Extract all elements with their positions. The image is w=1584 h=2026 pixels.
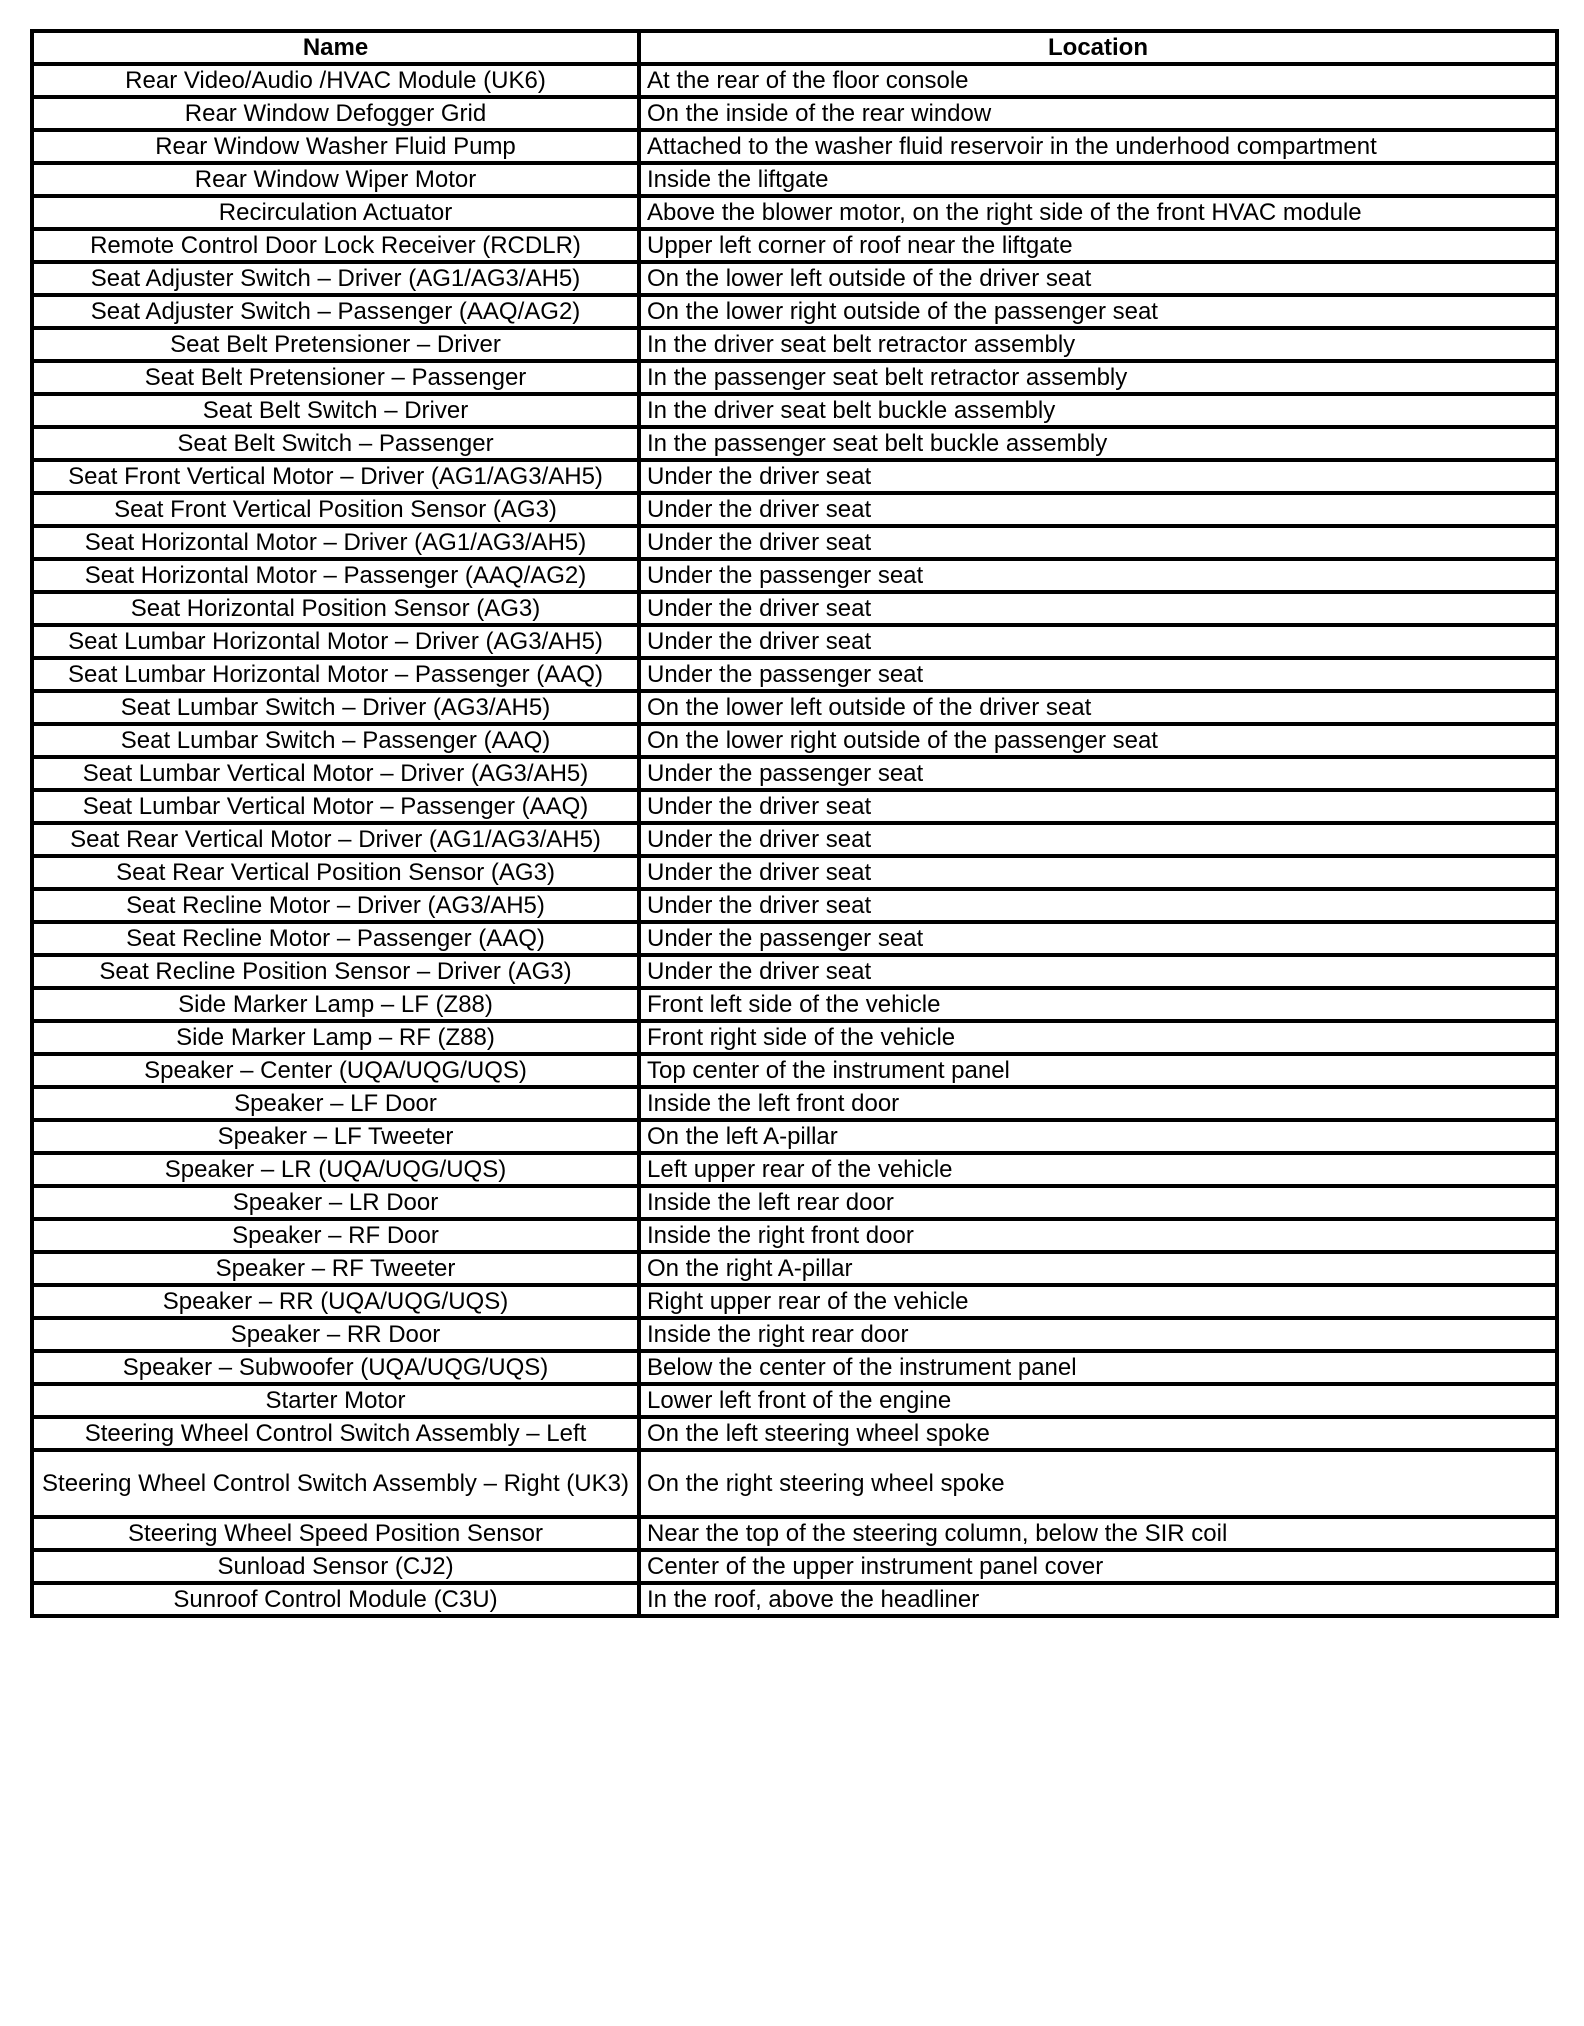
table-row	[32, 625, 1557, 658]
table-row	[32, 1550, 1557, 1583]
component-name-cell: Seat Front Vertical Position Sensor (AG3)	[32, 493, 639, 526]
component-location-cell: On the left A-pillar	[639, 1120, 1557, 1153]
component-name-cell: Rear Window Washer Fluid Pump	[32, 130, 639, 163]
component-name-cell: Seat Lumbar Switch – Driver (AG3/AH5)	[32, 691, 639, 724]
table-row	[32, 97, 1557, 130]
component-location-cell: Inside the left rear door	[639, 1186, 1557, 1219]
component-location-cell: Under the passenger seat	[639, 757, 1557, 790]
component-name-cell: Speaker – LF Tweeter	[32, 1120, 639, 1153]
component-name-cell: Rear Window Wiper Motor	[32, 163, 639, 196]
component-name-cell: Speaker – LF Door	[32, 1087, 639, 1120]
component-name-cell: Seat Horizontal Position Sensor (AG3)	[32, 592, 639, 625]
table-row	[32, 394, 1557, 427]
component-name-cell: Speaker – RF Door	[32, 1219, 639, 1252]
component-name-cell: Sunload Sensor (CJ2)	[32, 1550, 639, 1583]
component-name-cell: Seat Horizontal Motor – Passenger (AAQ/AG2)	[32, 559, 639, 592]
table-row	[32, 130, 1557, 163]
table-row	[32, 460, 1557, 493]
component-location-cell: Under the driver seat	[639, 889, 1557, 922]
table-row	[32, 658, 1557, 691]
table-row	[32, 823, 1557, 856]
component-name-cell: Seat Lumbar Vertical Motor – Passenger (AAQ)	[32, 790, 639, 823]
table-row	[32, 427, 1557, 460]
table-row	[32, 1285, 1557, 1318]
component-name-cell: Seat Lumbar Switch – Passenger (AAQ)	[32, 724, 639, 757]
component-location-cell: Inside the liftgate	[639, 163, 1557, 196]
table-row	[32, 262, 1557, 295]
component-name-cell: Steering Wheel Control Switch Assembly – Left	[32, 1417, 639, 1450]
table-row	[32, 856, 1557, 889]
component-name-cell: Seat Rear Vertical Motor – Driver (AG1/AG3/AH5)	[32, 823, 639, 856]
table-row	[32, 163, 1557, 196]
component-location-cell: Attached to the washer fluid reservoir in the underhood compartment	[639, 130, 1557, 163]
component-location-cell: On the right steering wheel spoke	[639, 1450, 1557, 1517]
component-location-cell: Left upper rear of the vehicle	[639, 1153, 1557, 1186]
table-row	[32, 1384, 1557, 1417]
table-row	[32, 790, 1557, 823]
component-name-cell: Side Marker Lamp – LF (Z88)	[32, 988, 639, 1021]
component-location-cell: On the lower left outside of the driver seat	[639, 262, 1557, 295]
table-row	[32, 559, 1557, 592]
column-header-name: Name	[32, 31, 639, 64]
table-body	[32, 64, 1557, 1616]
component-location-cell: On the lower right outside of the passenger seat	[639, 724, 1557, 757]
component-name-cell: Seat Lumbar Vertical Motor – Driver (AG3/AH5)	[32, 757, 639, 790]
column-header-location: Location	[639, 31, 1557, 64]
component-name-cell: Speaker – RR (UQA/UQG/UQS)	[32, 1285, 639, 1318]
table-row	[32, 757, 1557, 790]
component-location-cell: Upper left corner of roof near the liftgate	[639, 229, 1557, 262]
component-location-cell: Under the driver seat	[639, 955, 1557, 988]
component-name-cell: Sunroof Control Module (C3U)	[32, 1583, 639, 1616]
component-name-cell: Seat Adjuster Switch – Driver (AG1/AG3/AH5)	[32, 262, 639, 295]
table-row	[32, 1219, 1557, 1252]
component-location-cell: Under the driver seat	[639, 856, 1557, 889]
table-row	[32, 328, 1557, 361]
component-name-cell: Starter Motor	[32, 1384, 639, 1417]
table-row	[32, 493, 1557, 526]
component-location-cell: Lower left front of the engine	[639, 1384, 1557, 1417]
component-name-cell: Seat Front Vertical Motor – Driver (AG1/AG3/AH5)	[32, 460, 639, 493]
component-location-cell: Front left side of the vehicle	[639, 988, 1557, 1021]
component-location-cell: Under the driver seat	[639, 526, 1557, 559]
component-location-cell: Under the driver seat	[639, 625, 1557, 658]
table-row	[32, 526, 1557, 559]
table-row	[32, 196, 1557, 229]
table-header	[32, 31, 1557, 64]
component-name-cell: Rear Window Defogger Grid	[32, 97, 639, 130]
component-location-cell: Inside the right front door	[639, 1219, 1557, 1252]
table-row	[32, 229, 1557, 262]
component-location-cell: Above the blower motor, on the right side of the front HVAC module	[639, 196, 1557, 229]
table-row	[32, 1120, 1557, 1153]
component-location-cell: On the left steering wheel spoke	[639, 1417, 1557, 1450]
component-location-cell: Inside the left front door	[639, 1087, 1557, 1120]
table-row	[32, 1186, 1557, 1219]
table-row	[32, 1417, 1557, 1450]
component-location-cell: Under the passenger seat	[639, 559, 1557, 592]
component-location-cell: In the passenger seat belt buckle assembly	[639, 427, 1557, 460]
component-name-cell: Seat Belt Pretensioner – Passenger	[32, 361, 639, 394]
component-location-cell: On the right A-pillar	[639, 1252, 1557, 1285]
table-row	[32, 361, 1557, 394]
table-row	[32, 955, 1557, 988]
table-row	[32, 1252, 1557, 1285]
component-name-cell: Speaker – Center (UQA/UQG/UQS)	[32, 1054, 639, 1087]
component-name-cell: Rear Video/Audio /HVAC Module (UK6)	[32, 64, 639, 97]
component-location-cell: Below the center of the instrument panel	[639, 1351, 1557, 1384]
table-row	[32, 988, 1557, 1021]
component-location-cell: Under the driver seat	[639, 790, 1557, 823]
component-name-cell: Side Marker Lamp – RF (Z88)	[32, 1021, 639, 1054]
table-row	[32, 1583, 1557, 1616]
component-location-cell: Under the passenger seat	[639, 658, 1557, 691]
component-location-cell: Front right side of the vehicle	[639, 1021, 1557, 1054]
component-location-cell: In the roof, above the headliner	[639, 1583, 1557, 1616]
table-row	[32, 1517, 1557, 1550]
component-name-cell: Seat Recline Motor – Driver (AG3/AH5)	[32, 889, 639, 922]
component-name-cell: Speaker – LR Door	[32, 1186, 639, 1219]
table-row	[32, 64, 1557, 97]
component-location-cell: In the passenger seat belt retractor assembly	[639, 361, 1557, 394]
component-location-cell: Top center of the instrument panel	[639, 1054, 1557, 1087]
table-row	[32, 1153, 1557, 1186]
table-row	[32, 889, 1557, 922]
component-name-cell: Steering Wheel Control Switch Assembly – Right (UK3)	[32, 1450, 639, 1517]
component-name-cell: Recirculation Actuator	[32, 196, 639, 229]
component-name-cell: Seat Belt Switch – Passenger	[32, 427, 639, 460]
table-row	[32, 1021, 1557, 1054]
component-location-cell: On the lower left outside of the driver seat	[639, 691, 1557, 724]
component-name-cell: Seat Belt Pretensioner – Driver	[32, 328, 639, 361]
component-location-cell: Inside the right rear door	[639, 1318, 1557, 1351]
table-row	[32, 295, 1557, 328]
component-name-cell: Seat Recline Motor – Passenger (AAQ)	[32, 922, 639, 955]
component-name-cell: Steering Wheel Speed Position Sensor	[32, 1517, 639, 1550]
component-name-cell: Seat Recline Position Sensor – Driver (AG3)	[32, 955, 639, 988]
component-name-cell: Seat Adjuster Switch – Passenger (AAQ/AG2)	[32, 295, 639, 328]
table-row	[32, 691, 1557, 724]
component-name-cell: Seat Lumbar Horizontal Motor – Driver (AG3/AH5)	[32, 625, 639, 658]
component-name-cell: Seat Rear Vertical Position Sensor (AG3)	[32, 856, 639, 889]
component-name-cell: Speaker – LR (UQA/UQG/UQS)	[32, 1153, 639, 1186]
component-location-cell: On the inside of the rear window	[639, 97, 1557, 130]
header-row	[32, 31, 1557, 64]
component-name-cell: Seat Horizontal Motor – Driver (AG1/AG3/AH5)	[32, 526, 639, 559]
component-name-cell: Speaker – RR Door	[32, 1318, 639, 1351]
table-row	[32, 1054, 1557, 1087]
component-location-cell: Near the top of the steering column, below the SIR coil	[639, 1517, 1557, 1550]
component-location-cell: Under the driver seat	[639, 460, 1557, 493]
component-location-cell: Under the passenger seat	[639, 922, 1557, 955]
table-row	[32, 922, 1557, 955]
table-row	[32, 724, 1557, 757]
component-location-cell: In the driver seat belt buckle assembly	[639, 394, 1557, 427]
component-location-cell: In the driver seat belt retractor assembly	[639, 328, 1557, 361]
component-location-cell: Right upper rear of the vehicle	[639, 1285, 1557, 1318]
component-location-cell: Under the driver seat	[639, 493, 1557, 526]
component-name-cell: Seat Lumbar Horizontal Motor – Passenger (AAQ)	[32, 658, 639, 691]
component-location-cell: Center of the upper instrument panel cover	[639, 1550, 1557, 1583]
table-row	[32, 1318, 1557, 1351]
component-name-cell: Seat Belt Switch – Driver	[32, 394, 639, 427]
component-location-cell: Under the driver seat	[639, 823, 1557, 856]
component-location-cell: On the lower right outside of the passenger seat	[639, 295, 1557, 328]
component-name-cell: Remote Control Door Lock Receiver (RCDLR)	[32, 229, 639, 262]
table-row	[32, 592, 1557, 625]
component-location-cell: At the rear of the floor console	[639, 64, 1557, 97]
table-row	[32, 1450, 1557, 1517]
component-name-cell: Speaker – Subwoofer (UQA/UQG/UQS)	[32, 1351, 639, 1384]
component-location-table	[30, 29, 1559, 1618]
component-name-cell: Speaker – RF Tweeter	[32, 1252, 639, 1285]
table-row	[32, 1087, 1557, 1120]
table-row	[32, 1351, 1557, 1384]
component-location-cell: Under the driver seat	[639, 592, 1557, 625]
